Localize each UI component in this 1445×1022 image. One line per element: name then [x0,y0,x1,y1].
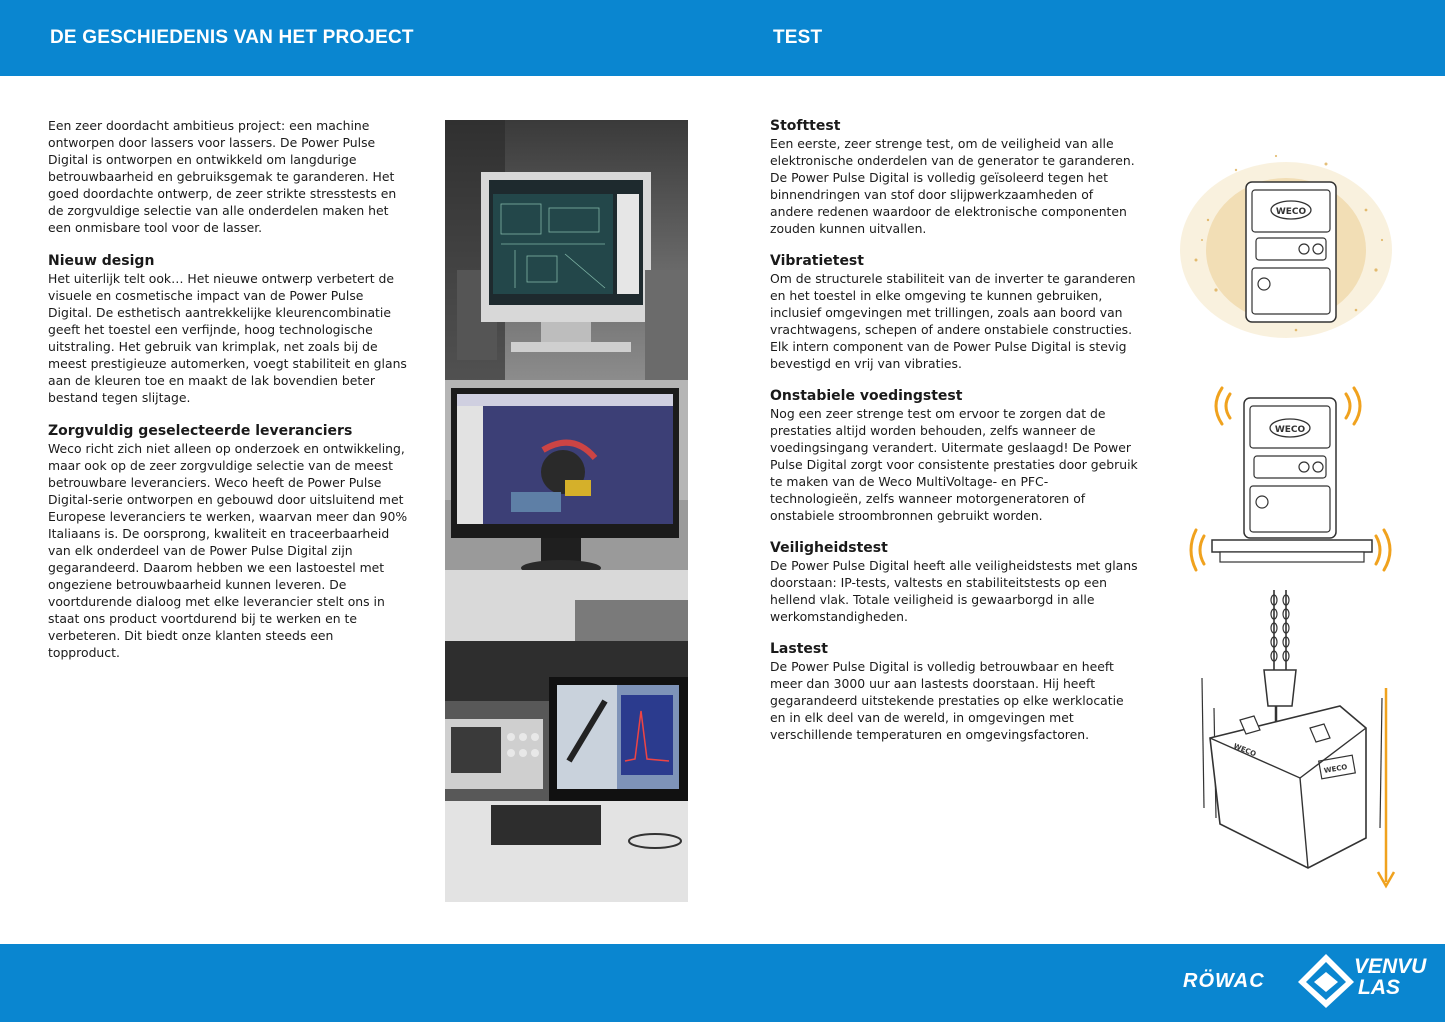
section-dust-test [770,117,1140,237]
intro-text: Een zeer doordacht ambitieus project: een machine ontworpen door lassers voor lassers. De Power Pulse Digital is ontworpen en ontwikkeld om langdurige betrouwbaarheid en gebruiksgemak te garanderen. Het goed doordachte ontwerp, de zeer strikte stresstests en de zorgvuldige selectie van alle onderdelen maken het een onmisbare tool voor de lasser. [48,118,397,235]
section-heading: Nieuw design [48,253,155,269]
section-body: Een eerste, zeer strenge test, om de veiligheid van alle elektronische onderdelen van de generator te garanderen. De Power Pulse Digital is volledig geïsoleerd tegen het binnendringen van stof door slijpwerkzaamheden of andere redenen waardoor de elektronische componenten zouden kunnen uitvallen. [770,136,1135,236]
section-body: Weco richt zich niet alleen op onderzoek en ontwikkeling, maar ook op de zeer zorgvuldige selectie van de meest betrouwbare leveranciers. Weco heeft de Power Pulse Digital-serie ontworpen en gebouwd door uitsluitend met Europese leveranciers te werken, waarvan meer dan 90% Italiaans is. De oorsprong, kwaliteit en traceerbaarheid van elk onderdeel van de Power Pulse Digital zijn gegarandeerd. Daarom hebben we een lastoestel met ongeziene betrouwbaarheid kunnen leveren. De voortdurende dialoog met elke leverancier stelt ons in staat ons product voortdurend bij te werken en te verbeteren. Dit biedt onze klanten steeds een topproduct. [48,441,408,660]
page-title-left: DE GESCHIEDENIS VAN HET PROJECT [50,27,414,48]
machine-brand-label: WECO [1274,425,1306,435]
section-body: De Power Pulse Digital is volledig betrouwbaar en heeft meer dan 3000 uur aan lastests doorstaan. Hij heeft gegarandeerd uitstekende prestaties op elke werklocatie en in elk deel van de wereld, in omgevingen met verschillende temperaturen en omgevingsfactoren. [770,659,1124,742]
history-column [48,117,408,677]
section-welding-test [770,640,1140,743]
section-power-supply-test [770,387,1140,524]
section-safety-test [770,539,1140,625]
venvulas-logo-line2: LAS [1358,976,1400,999]
vibration-test-illustration [1186,380,1398,576]
venvulas-logo [1296,952,1426,1010]
section-heading: Lastest [770,641,828,657]
page-title-right: TEST [773,27,823,48]
rowac-logo: RÖWAC [1183,970,1265,992]
intro-section [48,117,408,236]
section-heading: Onstabiele voedingstest [770,388,963,404]
section-heading: Veiligheidstest [770,540,888,556]
test-column [770,117,1140,758]
diamond-emblem-icon [1296,952,1356,1010]
drop-test-illustration [1190,588,1400,893]
machine-brand-label: WECO [1323,763,1348,776]
section-body: Nog een zeer strenge test om ervoor te zorgen dat de prestaties altijd worden behouden, zelfs wanneer de voedingsingang verandert. Uitermate geslaagd! De Power Pulse Digital zorgt voor consistente prestaties door gebruik te maken van de Weco MultiVoltage- en PFC-technologieën, zelfs wanneer motorgeneratoren of onstabiele stroombronnen gebruikt worden. [770,406,1138,523]
dust-test-illustration [1176,140,1396,340]
section-heading: Stofttest [770,118,841,134]
venvulas-logo-line1: VENVU [1354,955,1427,978]
photo-strip [445,120,688,902]
photo-cad-workstation [445,120,688,380]
machine-brand-label: WECO [1232,742,1258,759]
section-heading: Zorgvuldig geselecteerde leveranciers [48,423,353,439]
section-body: De Power Pulse Digital heeft alle veiligheidstests met glans doorstaan: IP-tests, valtests en stabiliteitstests op een hellend vlak. Totale veiligheid is gewaarborgd in alle werkomstandigheden. [770,558,1138,624]
machine-brand-label: WECO [1275,207,1307,217]
section-body: Het uiterlijk telt ook… Het nieuwe ontwerp verbetert de visuele en cosmetische impact van de Power Pulse Digital. De esthetisch aantrekkelijke kleurencombinatie geeft het toestel een verfijnde, hoog technologische uitstraling. Het gebruik van krimplak, net zoals bij de meest prestigieuze automerken, voegt stabiliteit en glans aan de kleuren toe en maakt de lak bovendien beter bestand tegen slijtage. [48,271,407,405]
section-new-design [48,252,408,406]
section-heading: Vibratietest [770,253,864,269]
section-body: Om de structurele stabiliteit van de inverter te garanderen en het toestel in elke omgeving te kunnen gebruiken, inclusief omgevingen met trillingen, zoals aan boord van vrachtwagens, schepen of andere onstabiele constructies. Elk intern component van de Power Pulse Digital is stevig bevestigd en vrij van vibraties. [770,271,1136,371]
photo-test-bench [445,641,688,902]
photo-3d-model [445,380,688,641]
section-suppliers [48,422,408,661]
section-vibration-test [770,252,1140,372]
